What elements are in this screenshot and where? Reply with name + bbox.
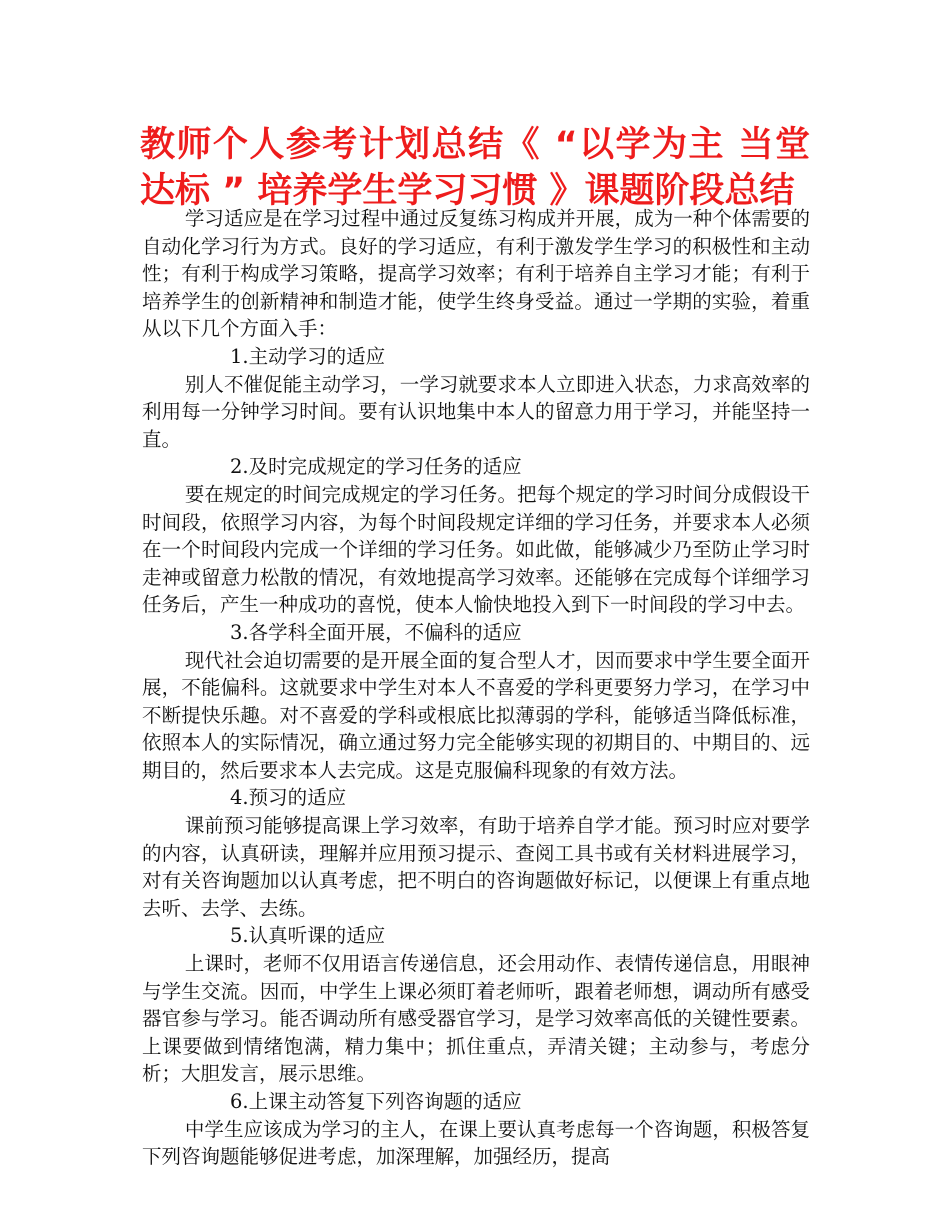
section-paragraph-2: 要在规定的时间完成规定的学习任务。把每个规定的学习时间分成假设干时间段，依照学习内容，为每个时间段规定详细的学习任务，并要求本人必须在一个时间段内完成一个详细的学习任务。如此做，能够减少乃至防止学习时走神或留意力松散的情况，有效地提高学习效率。还能够在完成每个详细学习任务后，产生一种成功的喜悦，使本人愉快地投入到下一时间段的学习中去。	[142, 482, 810, 617]
section-heading-3: 3.各学科全面开展，不偏科的适应	[230, 620, 522, 644]
section-heading-1: 1.主动学习的适应	[230, 344, 386, 368]
section-heading-5: 5.认真听课的适应	[230, 924, 386, 948]
intro-paragraph: 学习适应是在学习过程中通过反复练习构成并开展，成为一种个体需要的自动化学习行为方式。良好的学习适应，有利于激发学生学习的积极性和主动性；有利于构成学习策略，提高学习效率；有利于培养自主学习才能；有利于培养学生的创新精神和制造才能，使学生终身受益。通过一学期的实验，着重从以下几个方面入手：	[142, 207, 810, 341]
section-heading-6: 6.上课主动答复下列咨询题的适应	[230, 1090, 522, 1113]
section-paragraph-1: 别人不催促能主动学习，一学习就要求本人立即进入状态，力求高效率的利用每一分钟学习时间。要有认识地集中本人的留意力用于学习，并能坚持一直。	[142, 372, 810, 451]
section-paragraph-4: 课前预习能够提高课上学习效率，有助于培养自学才能。预习时应对要学的内容，认真研读，理解并应用预习提示、查阅工具书或有关材料进展学习，对有关咨询题加以认真考虑，把不明白的咨询题做好标记，以便课上有重点地去听、去学、去练。	[142, 814, 810, 920]
document-body	[142, 205, 810, 1171]
document-title: 教师个人参考计划总结《 “以学为主 当堂达标 ” 培养学生学习习惯 》课题阶段总结	[140, 125, 810, 211]
section-paragraph-3: 现代社会迫切需要的是开展全面的复合型人才，因而要求中学生要全面开展，不能偏科。这就要求中学生对本人不喜爱的学科更要努力学习，在学习中不断提快乐趣。对不喜爱的学科或根底比拟薄弱的学科，能够适当降低标准，依照本人的实际情况，确立通过努力完全能够实现的初期目的、中期目的、远期目的，然后要求本人去完成。这是克服偏科现象的有效方法。	[142, 648, 810, 782]
section-paragraph-6: 中学生应该成为学习的主人，在课上要认真考虑每一个咨询题，积极答复下列咨询题能够促进考虑，加深理解，加强经历，提高	[142, 1117, 810, 1169]
section-heading-4: 4.预习的适应	[230, 786, 347, 810]
section-heading-2: 2.及时完成规定的学习任务的适应	[230, 455, 522, 479]
section-paragraph-5: 上课时，老师不仅用语言传递信息，还会用动作、表情传递信息，用眼神与学生交流。因而，中学生上课必须盯着老师听，跟着老师想，调动所有感受器官参与学习。能否调动所有感受器官学习，是学习效率高低的关键性要素。上课要做到情绪饱满，精力集中；抓住重点，弄清关键；主动参与，考虑分析；大胆发言，展示思维。	[142, 952, 810, 1086]
